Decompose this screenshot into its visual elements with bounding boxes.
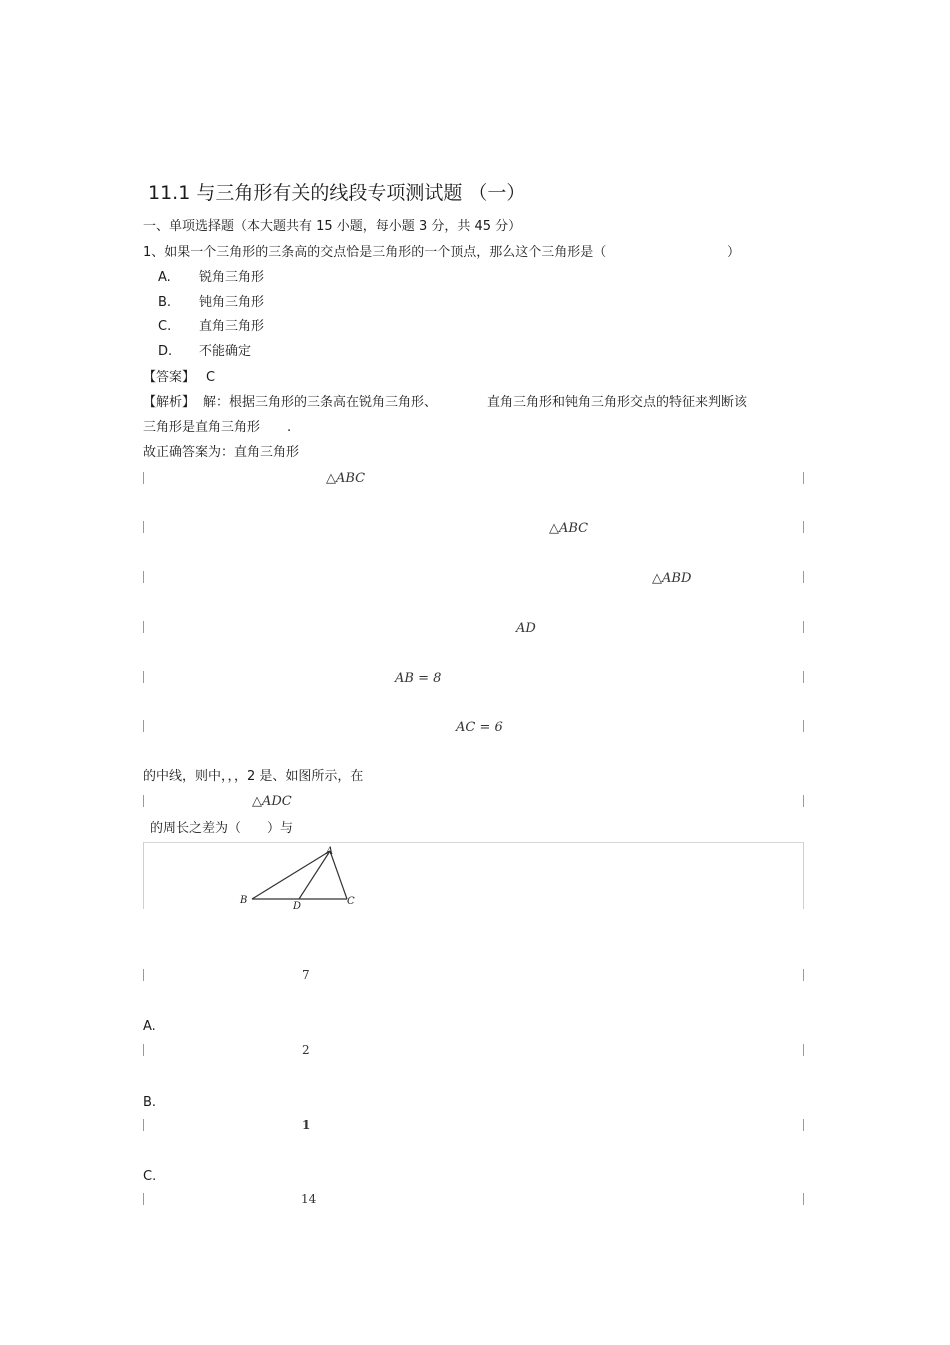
math-frame-right (803, 571, 804, 583)
math-triangle-adc: △ADC (252, 794, 292, 809)
option-text-b: 钝角三角形 (199, 295, 265, 310)
math-frame-right (803, 1044, 804, 1056)
math-triangle-abc: △ABC (549, 521, 589, 536)
math-ac-eq: AC = 6 (456, 720, 503, 735)
option-letter-c: C. (158, 319, 172, 334)
option-letter-d: D. (158, 344, 173, 359)
math-triangle-abd: △ABD (652, 571, 692, 586)
option-text-d: 不能确定 (199, 344, 252, 359)
option-letter-a: A. (158, 270, 171, 285)
math-frame-left (143, 1193, 144, 1205)
math-frame-left (143, 720, 144, 732)
q2-option-value: 2 (302, 1043, 310, 1057)
option-letter-b: B. (158, 295, 172, 310)
q2-option-letter-b: B. (143, 1095, 157, 1110)
analysis-text-2: 三角形是直角三角形 (143, 420, 261, 435)
answer-label: 【答案】 (143, 370, 196, 385)
q2-option-letter-c: C. (143, 1169, 157, 1184)
question-2-text: 的中线，则中，，，2 是、如图所示，在 (143, 769, 364, 784)
question-1-stem-close: ） (727, 245, 741, 260)
segment-ac (330, 851, 347, 899)
analysis-text-1a: 解：根据三角形的三条高在锐角三角形、 (203, 395, 438, 410)
math-frame-left (143, 571, 144, 583)
math-triangle-abc: △ABC (326, 471, 366, 486)
analysis-dot: . (287, 420, 292, 435)
math-frame-right (803, 1119, 804, 1131)
analysis-label: 【解析】 (143, 395, 196, 410)
answer-value: C (206, 370, 216, 385)
q2-option-value: 7 (302, 968, 310, 982)
option-text-c: 直角三角形 (199, 319, 265, 334)
math-frame-right (803, 621, 804, 633)
math-frame-right (803, 720, 804, 732)
label-b: B (240, 895, 248, 906)
q2-option-value: 14 (301, 1192, 317, 1206)
math-frame-right (803, 671, 804, 683)
figure-frame-left (143, 842, 144, 909)
label-a: A (326, 846, 334, 857)
label-c: C (347, 896, 355, 907)
segment-ad (299, 851, 330, 899)
math-frame-left (143, 1044, 144, 1056)
segment-ab (252, 851, 330, 899)
math-frame-left (143, 969, 144, 981)
math-frame-left (143, 472, 144, 484)
math-frame-right (803, 472, 804, 484)
math-frame-right (803, 969, 804, 981)
math-segment-ad: AD (516, 621, 536, 636)
question-2-text-2: 的周长之差为（ ）与 (150, 821, 294, 836)
math-frame-left (143, 1119, 144, 1131)
math-frame-right (803, 1193, 804, 1205)
math-ab-eq: AB = 8 (395, 671, 442, 686)
conclusion-text: 故正确答案为：直角三角形 (143, 445, 300, 460)
q2-option-value: 1 (302, 1118, 311, 1132)
analysis-text-1b: 直角三角形和钝角三角形交点的特征来判断该 (487, 395, 748, 410)
math-frame-right (803, 521, 804, 533)
section-header: 一、单项选择题（本大题共有 15 小题，每小题 3 分，共 45 分） (143, 219, 522, 234)
q2-option-letter-a: A. (143, 1019, 156, 1034)
label-d: D (293, 901, 302, 912)
question-1-stem: 1、如果一个三角形的三条高的交点恰是三角形的一个顶点，那么这个三角形是（ (143, 245, 607, 260)
math-frame-left (143, 521, 144, 533)
page-title: 11.1 与三角形有关的线段专项测试题 （一） (148, 182, 526, 204)
math-frame-left (143, 621, 144, 633)
option-text-a: 锐角三角形 (199, 270, 265, 285)
math-frame-left (143, 795, 144, 807)
math-frame-left (143, 671, 144, 683)
math-frame-right (803, 795, 804, 807)
triangle-figure (230, 842, 370, 912)
figure-frame-right (803, 842, 804, 909)
